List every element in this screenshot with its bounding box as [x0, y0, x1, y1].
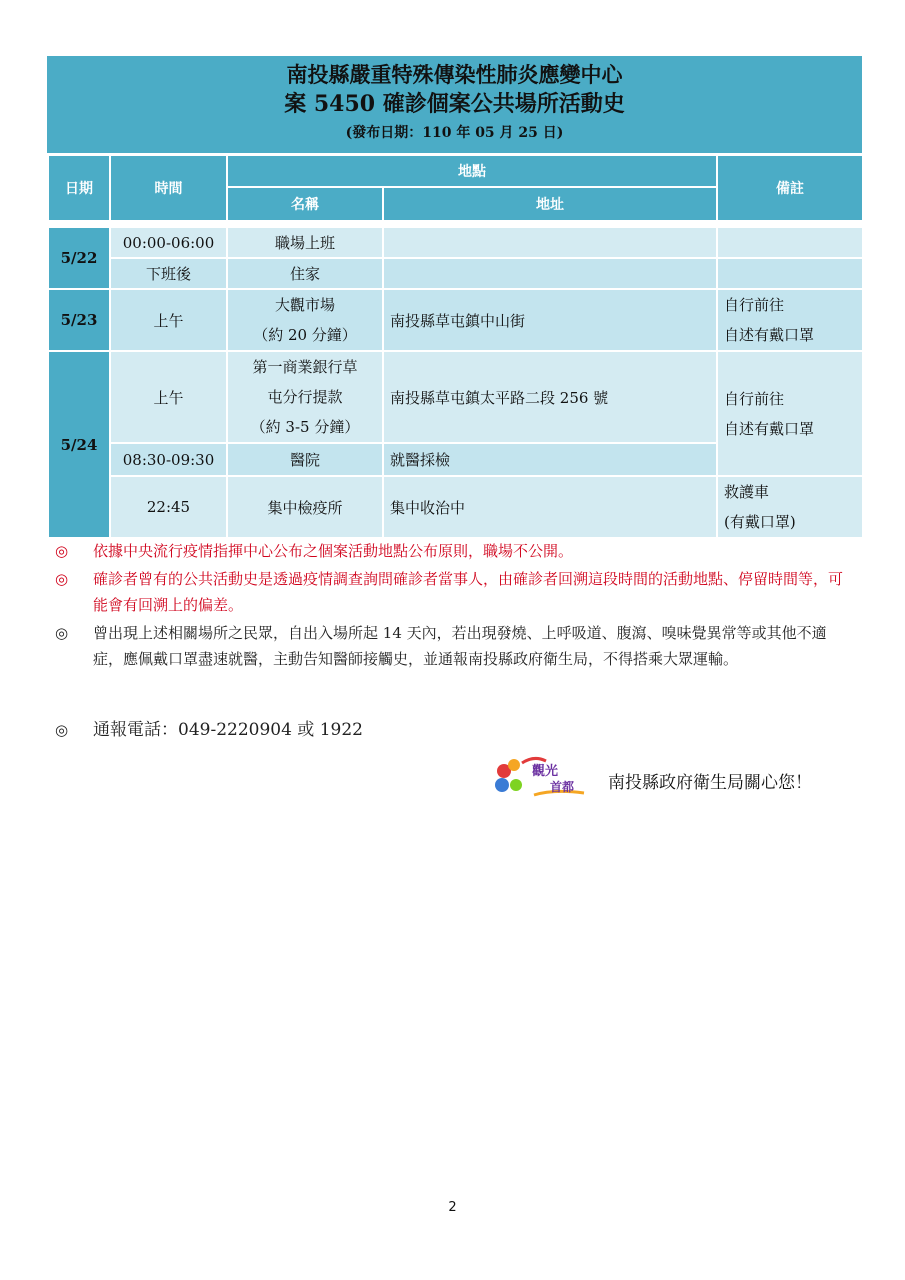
address-cell: 南投縣草屯鎮中山街: [383, 289, 717, 351]
header-time: 時間: [110, 155, 227, 221]
name-cell: 醫院: [227, 443, 383, 476]
table-row: [48, 289, 863, 351]
name-cell: 職場上班: [227, 227, 383, 258]
date-cell: 5/22: [48, 227, 110, 289]
bullet-icon: ◎: [55, 570, 69, 588]
time-cell: 上午: [110, 351, 227, 443]
remark-cell: [717, 258, 863, 289]
name-line: 大觀市場: [274, 296, 335, 314]
name-cell: [227, 351, 383, 443]
time-cell: 上午: [110, 289, 227, 351]
header-remark: 備註: [717, 155, 863, 221]
name-cell: 集中檢疫所: [227, 476, 383, 538]
remark-line: 自行前往: [724, 296, 785, 314]
note-item: [55, 620, 855, 672]
address-cell: [383, 258, 717, 289]
time-cell: 22:45: [110, 476, 227, 538]
svg-text:首都: 首都: [550, 780, 575, 794]
address-cell: 集中收治中: [383, 476, 717, 538]
name-line: 第一商業銀行草: [252, 358, 358, 376]
name-line: （約 3-5 分鐘）: [250, 418, 360, 436]
note-text: 曾出現上述相關場所之民眾，自出入場所起 14 天內，若出現發燒、上呼吸道、腹瀉、嗅味覺異常等或其他不適症，應佩戴口罩盡速就醫，主動告知醫師接觸史，並通報南投縣政府衛生局，不得搭乘大眾運輸。: [93, 624, 827, 668]
date-cell: 5/24: [48, 351, 110, 538]
table-row: [48, 258, 863, 289]
remark-line: 救護車: [724, 483, 770, 501]
table-row: [48, 351, 863, 443]
bullet-icon: ◎: [55, 624, 69, 642]
release-date: (發布日期：110 年 05 月 25 日): [345, 125, 564, 141]
date-cell: 5/23: [48, 289, 110, 351]
note-text: 確診者曾有的公共活動史是透過疫情調查詢問確診者當事人，由確診者回溯這段時間的活動地點、停留時間等，可能會有回溯上的偏差。: [93, 570, 844, 614]
header-address: 地址: [383, 187, 717, 221]
name-cell: [227, 289, 383, 351]
phone-text: 通報電話：049-2220904 或 1922: [93, 720, 363, 740]
remark-line: 自述有戴口罩: [724, 419, 815, 438]
title-banner: [47, 56, 862, 153]
notes-section: [55, 538, 855, 674]
care-message: 南投縣政府衛生局關心您！: [608, 773, 812, 793]
page-number: 2: [448, 1200, 457, 1215]
remark-line: (有戴口罩): [724, 513, 796, 531]
time-cell: 下班後: [110, 258, 227, 289]
remark-cell: [717, 351, 863, 476]
bullet-icon: ◎: [55, 721, 69, 739]
remark-line: 自述有戴口罩: [724, 326, 815, 344]
time-cell: 08:30-09:30: [110, 443, 227, 476]
report-phone: [55, 717, 363, 743]
name-cell: 住家: [227, 258, 383, 289]
address-cell: 南投縣草屯鎮太平路二段 256 號: [383, 351, 717, 443]
note-text: 依據中央流行疫情指揮中心公布之個案活動地點公布原則，職場不公開。: [93, 542, 574, 560]
remark-line: 自行前往: [724, 389, 785, 408]
address-cell: [383, 227, 717, 258]
bullet-icon: ◎: [55, 542, 69, 560]
svg-text:觀光: 觀光: [532, 764, 559, 779]
address-cell: 就醫採檢: [383, 443, 717, 476]
header-location: 地點: [227, 155, 717, 187]
title-line-2: 案 5450 確診個案公共場所活動史: [284, 91, 625, 117]
time-cell: 00:00-06:00: [110, 227, 227, 258]
header-name: 名稱: [227, 187, 383, 221]
note-item: [55, 566, 855, 618]
tourism-logo-icon: [494, 755, 594, 799]
table-row: [48, 476, 863, 538]
note-item: [55, 538, 855, 564]
header-date: 日期: [48, 155, 110, 221]
remark-cell: [717, 476, 863, 538]
table-row: [48, 227, 863, 258]
name-line: 屯分行提款: [267, 388, 343, 406]
name-line: （約 20 分鐘）: [253, 326, 357, 344]
activity-table: [47, 154, 864, 539]
title-line-1: 南投縣嚴重特殊傳染性肺炎應變中心: [286, 62, 623, 87]
remark-cell: [717, 289, 863, 351]
remark-cell: [717, 227, 863, 258]
